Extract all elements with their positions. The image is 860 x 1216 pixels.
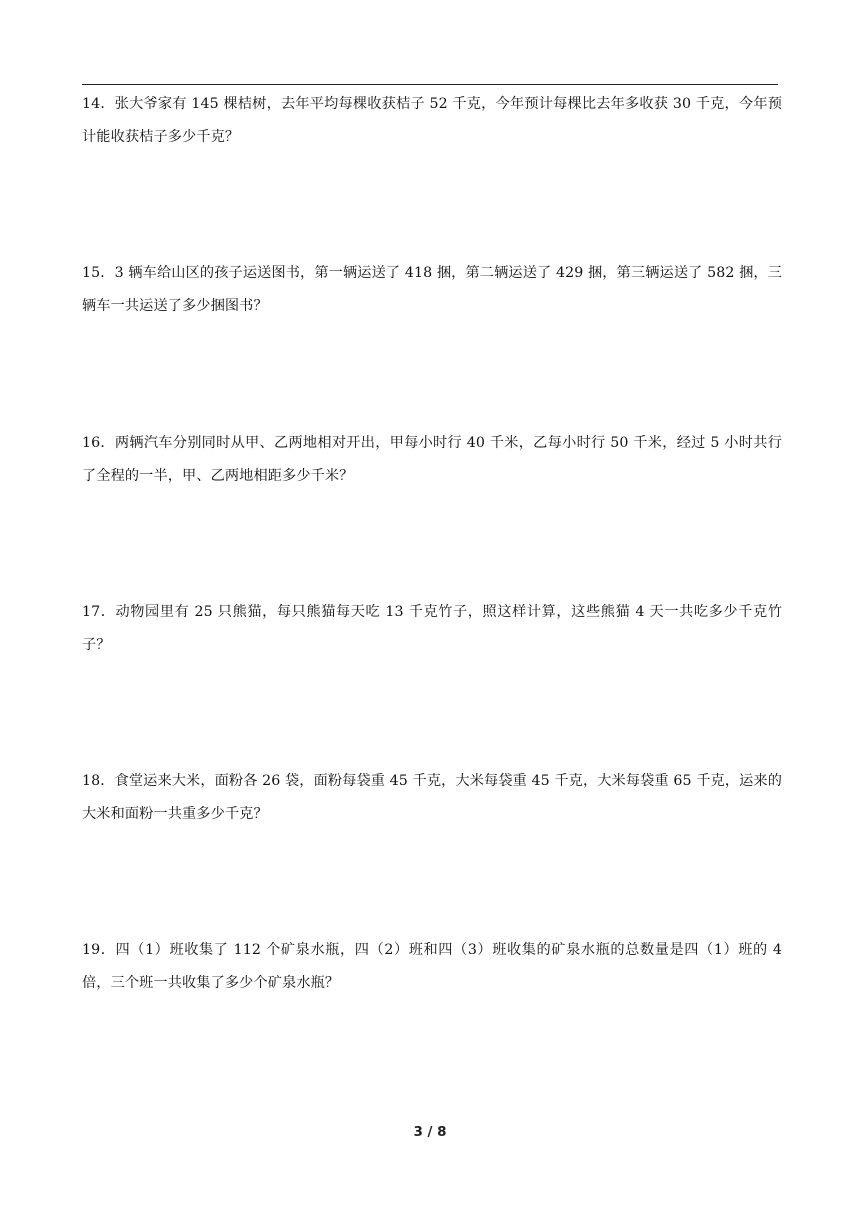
problem-number: 14．	[82, 96, 115, 112]
problem-text: 动物园里有 25 只熊猫，每只熊猫每天吃 13 千克竹子，照这样计算，这些熊猫 4 天一共吃多少千克竹子？	[82, 604, 783, 653]
problem-14	[82, 88, 782, 154]
problem-19	[82, 934, 782, 1000]
problem-number: 15．	[82, 265, 115, 281]
problem-text: 张大爷家有 145 棵桔树，去年平均每棵收获桔子 52 千克，今年预计每棵比去年多收获 30 千克，今年预计能收获桔子多少千克？	[82, 96, 782, 145]
problem-17	[82, 596, 782, 662]
problem-text: 四（1）班收集了 112 个矿泉水瓶，四（2）班和四（3）班收集的矿泉水瓶的总数量是四（1）班的 4 倍，三个班一共收集了多少个矿泉水瓶？	[82, 942, 782, 991]
problem-text: 3 辆车给山区的孩子运送图书，第一辆运送了 418 捆，第二辆运送了 429 捆，第三辆运送了 582 捆，三辆车一共运送了多少捆图书？	[82, 265, 782, 314]
problem-number: 19．	[82, 942, 116, 958]
problem-number: 16．	[82, 435, 115, 451]
problem-text: 食堂运来大米，面粉各 26 袋，面粉每袋重 45 千克，大米每袋重 45 千克，大米每袋重 65 千克，运来的大米和面粉一共重多少千克？	[82, 773, 782, 822]
problem-18	[82, 765, 782, 831]
problem-text: 两辆汽车分别同时从甲、乙两地相对开出，甲每小时行 40 千米，乙每小时行 50 千米，经过 5 小时共行了全程的一半，甲、乙两地相距多少千米？	[82, 435, 782, 484]
header-divider	[82, 84, 778, 85]
problem-number: 17．	[82, 604, 116, 620]
problem-15	[82, 257, 782, 323]
page-number: 3 / 8	[413, 1124, 447, 1140]
problem-number: 18．	[82, 773, 115, 789]
problem-16	[82, 427, 782, 493]
